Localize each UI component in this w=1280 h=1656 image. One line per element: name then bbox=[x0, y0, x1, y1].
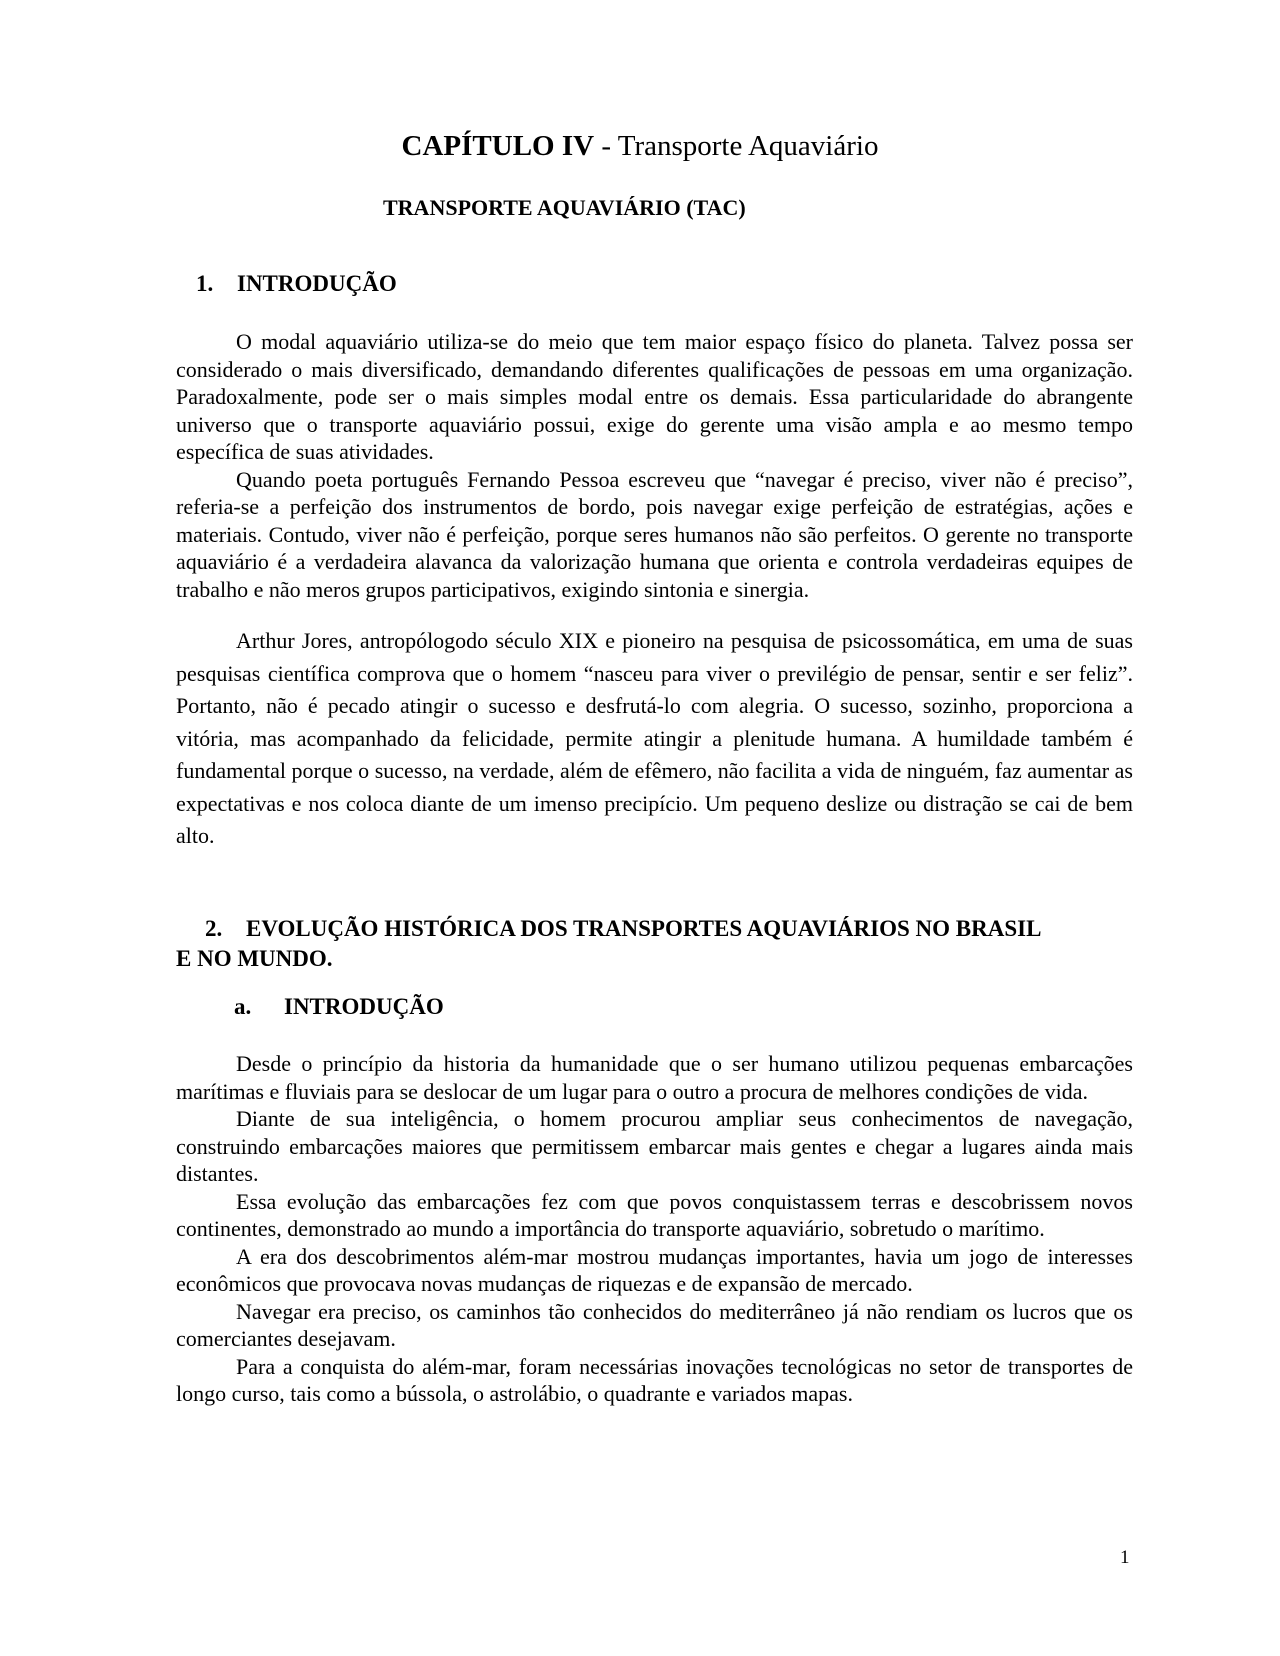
section-2-text bbox=[176, 1050, 1133, 1408]
section-1-heading bbox=[196, 269, 397, 299]
paragraph: Essa evolução das embarcações fez com que povos conquistassem terras e descobrissem novos continentes, demonstrado ao mundo a importância do transporte aquaviário, sobretudo o marítimo. bbox=[176, 1188, 1133, 1241]
section-1-number: 1. bbox=[196, 271, 214, 296]
section-2-title-line2: E NO MUNDO. bbox=[176, 946, 333, 971]
subsection-a-letter: a. bbox=[234, 994, 252, 1019]
paragraph: Arthur Jores, antropólogodo século XIX e pioneiro na pesquisa de psicossomática, em uma de suas pesquisas científica comprova que o homem “nasceu para viver o previlégio de pensar, sentir e ser feliz”. Portanto, não é pecado atingir o sucesso e desfrutá-lo com alegria. O sucesso, sozinho, proporciona a vitória, mas acompanhado da felicidade, permite atingir a plenitude humana. A humildade também é fundamental porque o sucesso, na verdade, além de efêmero, não facilita a vida de ninguém, faz aumentar as expectativas e nos coloca diante de um imenso precipício. Um pequeno deslize ou distração se cai de bem alto. bbox=[176, 628, 1133, 848]
chapter-label: CAPÍTULO IV bbox=[401, 130, 595, 162]
chapter-subtitle: - Transporte Aquaviário bbox=[601, 130, 879, 162]
paragraph: Desde o princípio da historia da humanidade que o ser humano utilizou pequenas embarcações marítimas e fluviais para se deslocar de um lugar para o outro a procura de melhores condições de vida. bbox=[176, 1051, 1133, 1104]
paragraph: O modal aquaviário utiliza-se do meio que tem maior espaço físico do planeta. Talvez possa ser considerado o mais diversificado, demandando diferentes qualificações de pessoas em uma organização. Paradoxalmente, pode ser o mais simples modal entre os demais. Essa particularidade do abrangente universo que o transporte aquaviário possui, exige do gerente uma visão ampla e ao mesmo tempo específica de suas atividades. bbox=[176, 329, 1133, 464]
section-2-heading bbox=[176, 914, 1133, 974]
chapter-title bbox=[0, 128, 1280, 164]
section-1-text-b bbox=[176, 625, 1133, 853]
paragraph: Diante de sua inteligência, o homem procurou ampliar seus conhecimentos de navegação, construindo embarcações maiores que permitissem embarcar mais gentes e chegar a lugares ainda mais distantes. bbox=[176, 1106, 1133, 1186]
section-2-title-line1: EVOLUÇÃO HISTÓRICA DOS TRANSPORTES AQUAVIÁRIOS NO BRASIL bbox=[246, 916, 1042, 941]
main-title: TRANSPORTE AQUAVIÁRIO (TAC) bbox=[383, 195, 746, 220]
paragraph: Quando poeta português Fernando Pessoa escreveu que “navegar é preciso, viver não é preciso”, referia-se a perfeição dos instrumentos de bordo, pois navegar exige perfeição de estratégias, ações e materiais. Contudo, viver não é perfeição, porque seres humanos não são perfeitos. O gerente no transporte aquaviário é a verdadeira alavanca da valorização humana que orienta e controla verdadeiras equipes de trabalho e não meros grupos participativos, exigindo sintonia e sinergia. bbox=[176, 466, 1133, 602]
section-1-text-a bbox=[176, 328, 1133, 603]
paragraph: Para a conquista do além-mar, foram necessárias inovações tecnológicas no setor de transportes de longo curso, tais como a bússola, o astrolábio, o quadrante e variados mapas. bbox=[176, 1353, 1133, 1406]
paragraph: A era dos descobrimentos além-mar mostrou mudanças importantes, havia um jogo de interesses econômicos que provocava novas mudanças de riquezas e de expansão de mercado. bbox=[176, 1243, 1133, 1296]
subsection-a-title: INTRODUÇÃO bbox=[284, 994, 444, 1019]
subsection-a-heading bbox=[234, 992, 444, 1022]
section-1-title: INTRODUÇÃO bbox=[237, 271, 397, 296]
paragraph: Navegar era preciso, os caminhos tão conhecidos do mediterrâneo já não rendiam os lucros que os comerciantes desejavam. bbox=[176, 1298, 1133, 1351]
page-number: 1 bbox=[1120, 1547, 1130, 1568]
section-2-number: 2. bbox=[205, 916, 223, 941]
